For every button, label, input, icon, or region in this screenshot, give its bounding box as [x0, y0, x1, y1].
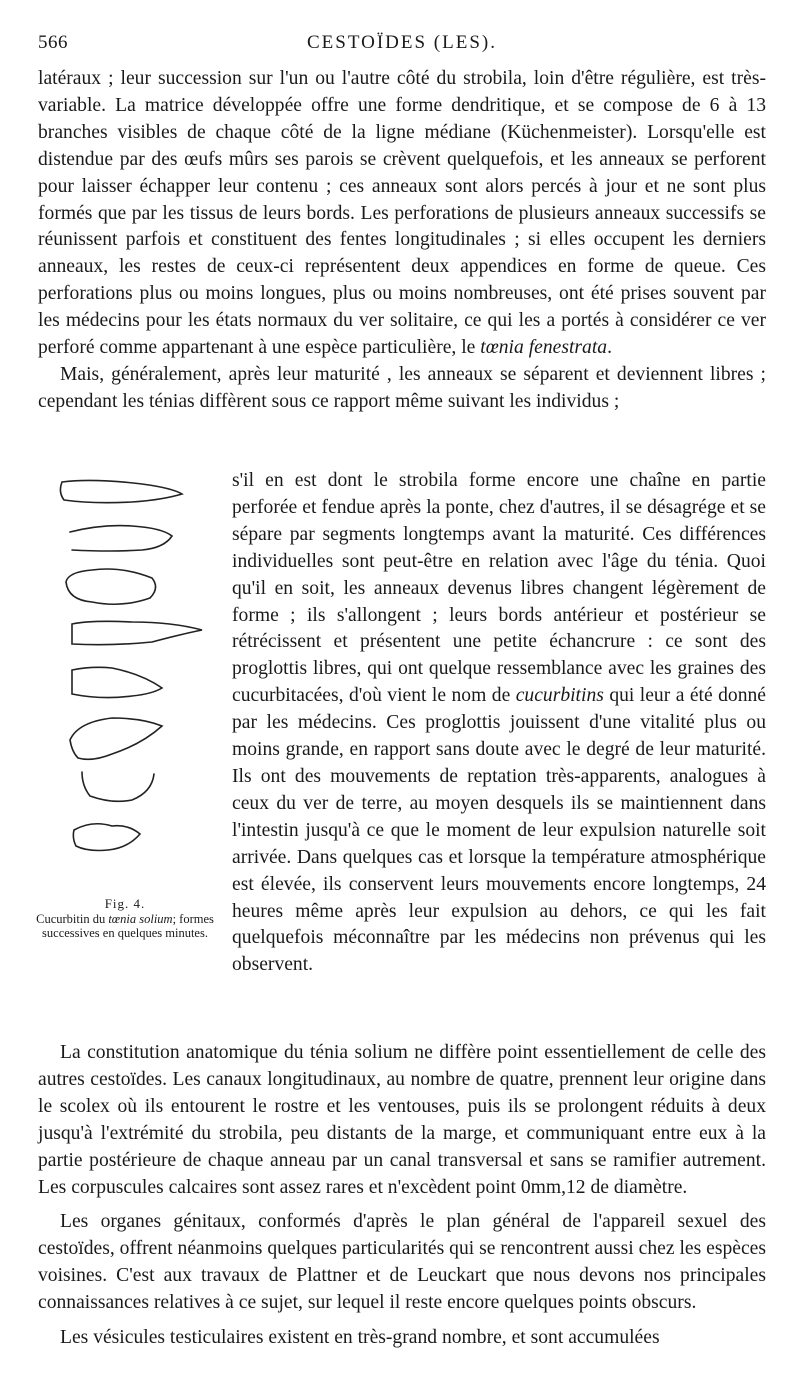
bottom-text-block	[38, 1040, 766, 1352]
term-italic: cucurbitins	[515, 685, 604, 707]
caption-text-end: ; formes successives en quelques minutes.	[42, 912, 214, 940]
cucurbitin-form-2	[70, 526, 172, 551]
paragraph-cucurbitins	[232, 468, 766, 979]
book-page	[36, 22, 766, 1349]
top-text-block	[38, 66, 766, 416]
wrapped-text-column	[232, 468, 766, 979]
caption-species-italic: tœnia solium	[108, 912, 173, 926]
running-head: CESTOÏDES (LES).	[307, 32, 497, 53]
paragraph-end: .	[607, 337, 612, 359]
species-name-italic: tœnia fenestrata	[480, 337, 608, 359]
cucurbitin-form-7	[82, 772, 154, 801]
cucurbitin-form-6	[70, 718, 162, 759]
cucurbitin-form-5	[72, 667, 162, 697]
paragraph-anatomy: La constitution anatomique du ténia solium ne diffère point essentiellement de celle des autres cestoïdes. Les canaux longitudinaux, au nombre de quatre, prennent leur origine dans le scolex où ils entourent le rostre et les ventouses, puis ils se prolongent réduits à deux jusqu'à l'extrémité du strobila, peu distants de la marge, et communiquant entre eux à la partie postérieure de chaque anneau par un canal transversal et sans se ramifier autrement. Les corpuscules calcaires sont assez rares et n'excèdent point 0mm,12 de diamètre.	[38, 1042, 766, 1198]
figure-label: Fig. 4.	[104, 896, 146, 911]
page-number: 566	[38, 32, 68, 53]
paragraph-maturity: Mais, généralement, après leur maturité , les anneaux se séparent et deviennent libres ; cependant les ténias diffèrent sous ce rapport même suivant les individus ;	[38, 363, 766, 412]
cucurbitin-form-8	[73, 824, 140, 851]
paragraph-text: latéraux ; leur succession sur l'un ou l'autre côté du strobila, loin d'être régulière, est très-variable. La matrice développée offre une forme dendritique, et se compose de 6 à 13 branches visibles de chaque côté de la ligne médiane (Küchenmeister). Lorsqu'elle est distendue par des œufs mûrs ses parois se crèvent quelquefois, et les anneaux se perforent pour laisser échapper leur contenu ; ces anneaux sont alors percés à jour et ne sont plus formés que par les tissus de leurs bords. Les perforations de plusieurs anneaux successifs se réunissent parfois et constituent des fentes longitudinales ; si elles occupent les derniers anneaux, les restes de ceux-ci représentent deux appendices en forme de queue. Ces perforations plus ou moins longues, plus ou moins nombreuses, ont été prises souvent par les médecins pour les états normaux du ver solitaire, ce qui les a portés à considérer ce ver perforé comme appartenant à une espèce particulière, le	[38, 68, 766, 359]
paragraph-perforations	[38, 66, 766, 362]
cucurbitin-drawings	[32, 474, 218, 894]
cucurbitin-form-1	[60, 480, 182, 502]
figure-4	[32, 474, 218, 940]
caption-text: Cucurbitin du	[36, 912, 109, 926]
paragraph-genital-organs: Les organes génitaux, conformés d'après le plan général de l'appareil sexuel des cestoïdes, offrent néanmoins quelques particularités qui se rencontrent aussi chez les espèces voisines. C'est aux travaux de Plattner et de Leuckart que nous devons nos principales connaissances relatives à ce sujet, sur lequel il reste encore quelques points obscurs.	[38, 1211, 766, 1314]
page-header	[38, 22, 766, 66]
paragraph-text: s'il en est dont le strobila forme encore une chaîne en partie perforée et fendue après la ponte, chez d'autres, il se désagrége et se sépare par segments longtemps avant la maturité. Ces différences individuelles sont peut-être en relation avec l'âge du ténia. Quoi qu'il en soit, les anneaux devenus libres changent légèrement de forme ; ils s'allongent ; leurs bords antérieur et postérieur se rétrécissent et présentent une petite échancrure : ce sont des proglottis libres, qui ont quelque ressemblance avec les graines des cucurbitacées, d'où vient le nom de	[232, 470, 766, 707]
paragraph-testicular: Les vésicules testiculaires existent en très-grand nombre, et sont accumulées	[60, 1327, 660, 1349]
cucurbitin-form-3	[66, 569, 156, 604]
figure-caption	[32, 912, 218, 940]
paragraph-text-end: qui leur a été donné par les médecins. Ces proglottis jouissent d'une vitalité plus ou moins grande, en rapport sans doute avec le degré de leur maturité. Ils ont des mouvements de reptation très-apparents, analogues à ceux du ver de terre, au moyen desquels ils se maintiennent dans l'intestin jusqu'à ce que le moment de leur expulsion naturelle soit arrivée. Dans quelques cas et lorsque la température atmosphérique est élevée, ils conservent leurs mouvements encore longtemps, 24 heures même après leur expulsion au dehors, ce qui les fait quelquefois méconnaître par les médecins non prévenus qui les observent.	[232, 685, 766, 976]
cucurbitin-form-4	[72, 621, 202, 644]
